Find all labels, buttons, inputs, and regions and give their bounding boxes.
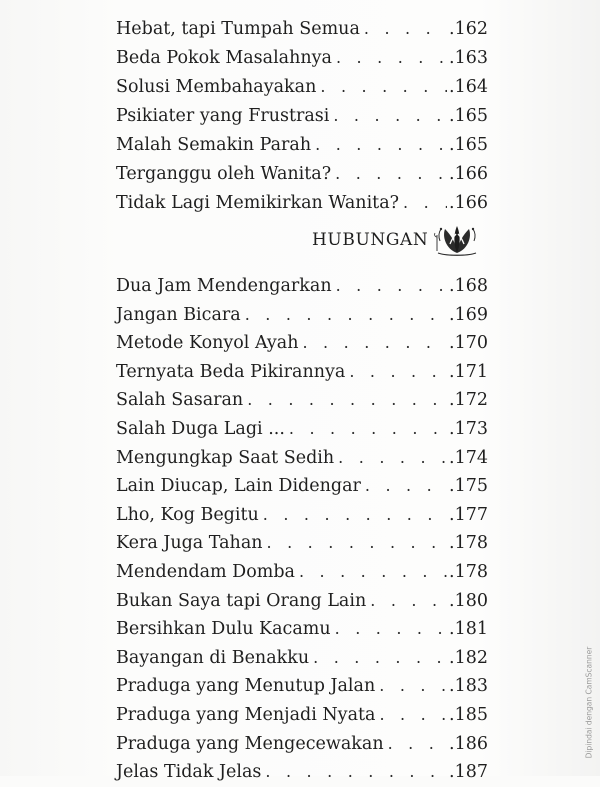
watermark-text: Dipindai dengan CamScanner — [584, 646, 594, 759]
toc-entry-page: .169 — [449, 304, 488, 325]
toc-list-bottom — [116, 272, 488, 787]
toc-leader-dots — [241, 301, 447, 330]
toc-entry — [116, 444, 488, 473]
toc-entry-title: Praduga yang Menutup Jalan — [116, 676, 376, 697]
toc-entry — [116, 101, 488, 130]
toc-entry-page: .183 — [449, 676, 488, 697]
section-heading — [312, 222, 480, 258]
scanner-watermark — [582, 640, 596, 770]
toc-leader-dots — [285, 415, 447, 444]
toc-entry — [116, 472, 488, 501]
toc-entry-title: Jangan Bicara — [116, 304, 241, 325]
toc-entry — [116, 159, 488, 188]
toc-entry — [116, 415, 488, 444]
toc-entry-page: .166 — [449, 193, 488, 213]
toc-entry — [116, 615, 488, 644]
toc-entry — [116, 501, 488, 530]
toc-entry-title: Jelas Tidak Jelas — [116, 762, 262, 783]
toc-entry — [116, 587, 488, 616]
toc-entry-page: .168 — [449, 276, 488, 296]
toc-leader-dots — [329, 101, 447, 130]
toc-leader-dots — [298, 329, 447, 358]
toc-entry-page: .177 — [449, 504, 488, 525]
toc-entry-page: .165 — [449, 106, 488, 126]
toc-entry-title: Mengungkap Saat Sedih — [116, 447, 335, 468]
toc-leader-dots — [375, 701, 447, 730]
toc-entry — [116, 130, 488, 159]
toc-leader-dots — [360, 14, 447, 43]
toc-entry-title: Bayangan di Benakku — [116, 647, 310, 668]
toc-entry-title: Terganggu oleh Wanita? — [116, 164, 332, 184]
toc-leader-dots — [331, 615, 447, 644]
toc-entry — [116, 529, 488, 558]
toc-entry-title: Tidak Lagi Memikirkan Wanita? — [116, 193, 400, 213]
toc-entry — [116, 558, 488, 587]
section-title: HUBUNGAN — [312, 230, 429, 250]
toc-leader-dots — [243, 386, 447, 415]
toc-leader-dots — [309, 644, 447, 673]
toc-entry — [116, 188, 488, 217]
toc-entry-title: Salah Duga Lagi ... — [116, 418, 285, 439]
toc-entry — [116, 672, 488, 701]
toc-entry — [116, 43, 488, 72]
toc-entry-title: Dua Jam Mendengarkan — [116, 276, 332, 296]
toc-leader-dots — [311, 130, 447, 159]
toc-entry — [116, 14, 488, 43]
toc-entry-title: Malah Semakin Parah — [116, 135, 312, 155]
toc-leader-dots — [384, 730, 447, 759]
toc-entry — [116, 701, 488, 730]
toc-entry — [116, 730, 488, 759]
toc-entry-page: .182 — [449, 647, 488, 668]
toc-entry-page: .173 — [449, 418, 488, 439]
toc-entry-title: Ternyata Beda Pikirannya — [116, 361, 346, 382]
toc-entry-title: Lho, Kog Begitu — [116, 504, 259, 525]
toc-leader-dots — [399, 188, 447, 217]
toc-entry-page: .178 — [449, 533, 488, 554]
toc-entry-page: .186 — [449, 733, 488, 754]
toc-leader-dots — [331, 159, 447, 188]
lotus-icon — [434, 223, 480, 257]
toc-entry-page: .165 — [449, 135, 488, 155]
toc-entry-title: Beda Pokok Masalahnya — [116, 48, 332, 68]
toc-leader-dots — [261, 758, 447, 787]
toc-entry-title: Bukan Saya tapi Orang Lain — [116, 590, 367, 611]
toc-leader-dots — [345, 358, 447, 387]
toc-entry-page: .172 — [449, 390, 488, 411]
toc-entry-page: .178 — [449, 561, 488, 582]
toc-entry-page: .174 — [449, 447, 488, 468]
toc-entry-page: .164 — [449, 77, 488, 97]
toc-entry-page: .170 — [449, 333, 488, 354]
toc-entry-title: Lain Diucap, Lain Didengar — [116, 476, 361, 497]
toc-entry-title: Solusi Membahayakan — [116, 77, 317, 97]
toc-entry-page: .180 — [449, 590, 488, 611]
toc-entry-title: Metode Konyol Ayah — [116, 333, 299, 354]
toc-list-top — [116, 14, 488, 217]
toc-entry-page: .166 — [449, 164, 488, 184]
toc-entry-page: .162 — [449, 19, 488, 39]
toc-entry-page: .187 — [449, 762, 488, 783]
toc-entry — [116, 644, 488, 673]
toc-entry-page: .185 — [449, 704, 488, 725]
toc-leader-dots — [263, 529, 448, 558]
toc-leader-dots — [375, 672, 447, 701]
toc-leader-dots — [334, 444, 447, 473]
toc-entry-title: Mendendam Domba — [116, 561, 295, 582]
toc-entry-title: Kera Juga Tahan — [116, 533, 263, 554]
toc-leader-dots — [366, 587, 447, 616]
toc-entry-page: .181 — [449, 619, 488, 640]
toc-entry-page: .171 — [449, 361, 488, 382]
toc-entry — [116, 272, 488, 301]
toc-leader-dots — [332, 272, 447, 301]
toc-leader-dots — [332, 43, 447, 72]
toc-leader-dots — [316, 72, 447, 101]
toc-entry-title: Praduga yang Mengecewakan — [116, 733, 384, 754]
toc-entry — [116, 758, 488, 787]
toc-entry-title: Praduga yang Menjadi Nyata — [116, 704, 376, 725]
toc-entry — [116, 301, 488, 330]
toc-entry — [116, 386, 488, 415]
toc-entry-title: Salah Sasaran — [116, 390, 244, 411]
toc-entry-title: Psikiater yang Frustrasi — [116, 106, 330, 126]
toc-entry — [116, 358, 488, 387]
toc-entry-page: .175 — [449, 476, 488, 497]
toc-leader-dots — [259, 501, 447, 530]
toc-entry-title: Hebat, tapi Tumpah Semua — [116, 19, 360, 39]
toc-leader-dots — [361, 472, 447, 501]
toc-entry — [116, 72, 488, 101]
toc-leader-dots — [295, 558, 447, 587]
toc-entry-title: Bersihkan Dulu Kacamu — [116, 619, 331, 640]
toc-entry — [116, 329, 488, 358]
toc-entry-page: .163 — [449, 48, 488, 68]
